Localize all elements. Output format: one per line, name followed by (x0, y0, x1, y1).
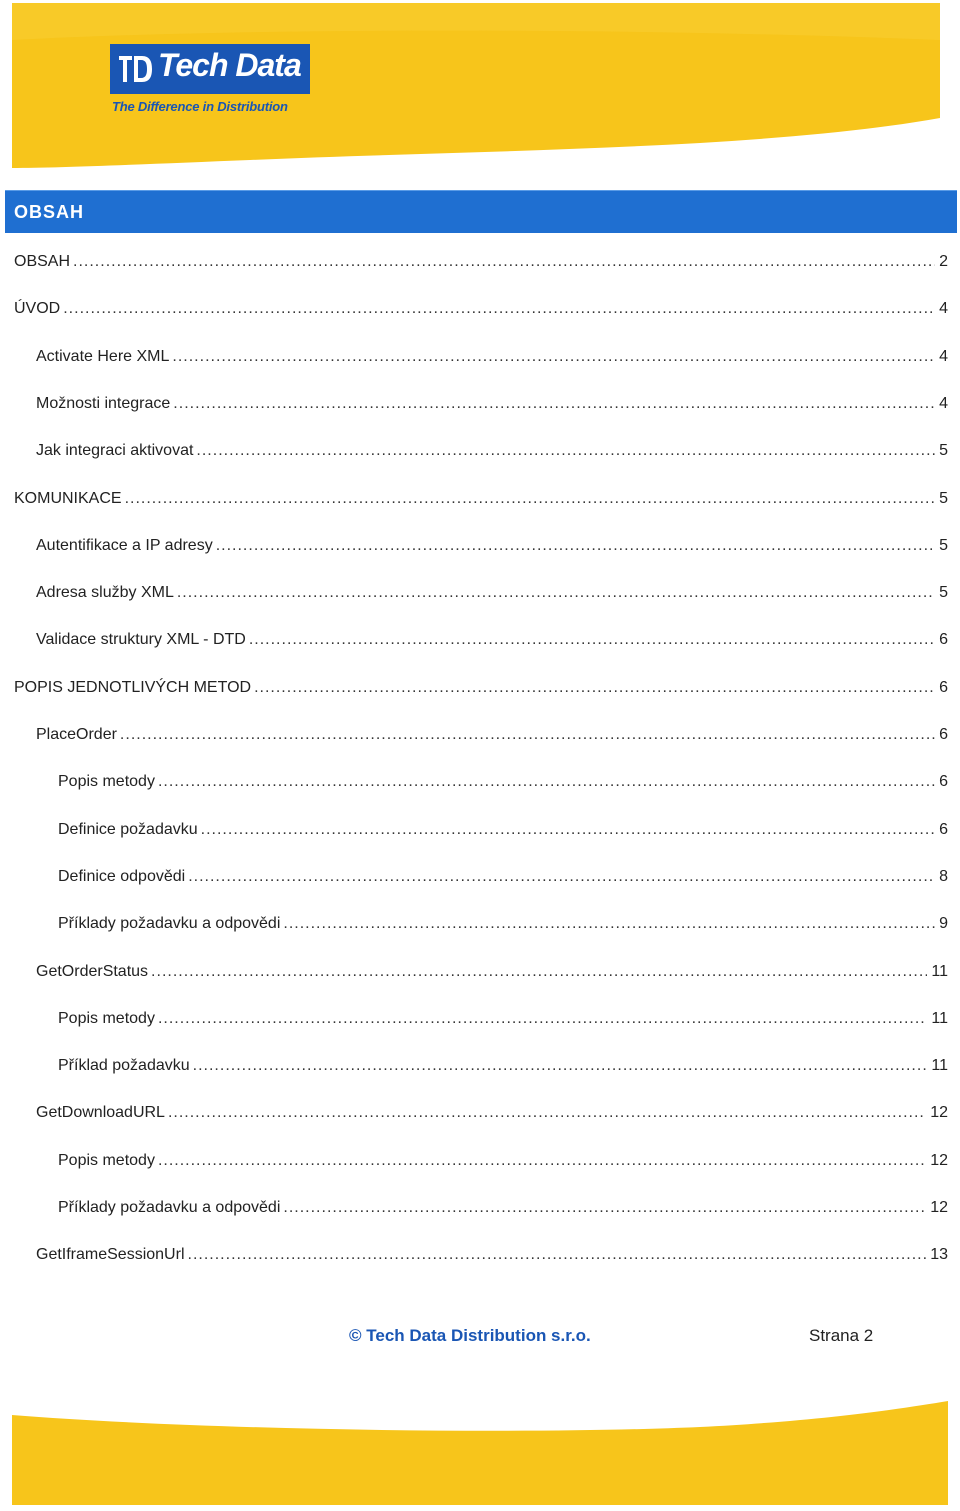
toc-entry-page: 9 (939, 915, 948, 933)
toc-leader-dots (151, 963, 927, 981)
toc-entry-page: 13 (930, 1246, 948, 1264)
toc-leader-dots (249, 631, 935, 649)
toc-entry-page: 11 (931, 1009, 948, 1027)
toc-entry[interactable] (58, 868, 948, 894)
toc-entry[interactable] (58, 1152, 948, 1178)
toc-leader-dots (158, 773, 935, 791)
toc-entry[interactable] (58, 821, 948, 847)
toc-entry[interactable] (14, 490, 948, 516)
toc-leader-dots (196, 442, 935, 460)
toc-entry[interactable] (14, 300, 948, 326)
toc-entry-page: 6 (939, 631, 948, 649)
toc-leader-dots (73, 253, 935, 271)
toc-entry[interactable] (36, 963, 948, 989)
toc-leader-dots (216, 537, 935, 555)
toc-entry[interactable] (14, 253, 948, 279)
toc-entry-label: OBSAH (14, 253, 71, 270)
toc-entry-label: Možnosti integrace (36, 394, 171, 412)
toc-entry-page: 5 (939, 584, 948, 602)
toc-leader-dots (177, 584, 935, 602)
toc-entry-label: Příklady požadavku a odpovědi (58, 1199, 281, 1216)
toc-entry[interactable] (36, 537, 948, 563)
tech-data-logo (110, 44, 320, 120)
toc-entry-label: Popis metody (58, 1151, 155, 1169)
toc-entry[interactable] (36, 726, 948, 752)
toc-entry-label: Autentifikace a IP adresy (36, 536, 213, 554)
toc-entry[interactable] (58, 1057, 948, 1083)
toc-leader-dots (254, 679, 935, 697)
toc-entry-page: 6 (939, 726, 948, 743)
toc-leader-dots (283, 915, 935, 933)
toc-entry-page: 6 (939, 678, 948, 696)
toc-entry-page: 4 (939, 394, 948, 412)
toc-entry-label: Definice odpovědi (58, 867, 186, 885)
page-number: Strana 2 (809, 1326, 874, 1345)
toc-leader-dots (173, 395, 935, 413)
toc-entry-page: 12 (930, 1199, 948, 1216)
toc-entry-label: Příklad požadavku (58, 1057, 190, 1075)
toc-entry-label: GetIframeSessionUrl (36, 1246, 185, 1264)
copyright-text: © Tech Data Distribution s.r.o. (349, 1326, 591, 1345)
toc-entry[interactable] (58, 1199, 948, 1225)
toc-entry-page: 5 (939, 536, 948, 554)
toc-leader-dots (158, 1010, 927, 1028)
toc-entry-label: PlaceOrder (36, 726, 117, 743)
toc-entry-page: 4 (939, 347, 948, 365)
toc-entry-page: 11 (931, 962, 948, 980)
toc-entry[interactable] (36, 631, 948, 657)
toc-leader-dots (188, 868, 935, 886)
toc-leader-dots (188, 1246, 927, 1264)
toc-entry-page: 5 (939, 489, 948, 507)
toc-entry-label: Popis metody (58, 773, 155, 791)
toc-entry[interactable] (14, 679, 948, 705)
toc-leader-dots (172, 348, 935, 366)
toc-entry-page: 12 (930, 1151, 948, 1169)
section-title: OBSAH (14, 202, 85, 222)
toc-entry[interactable] (58, 773, 948, 799)
toc-leader-dots (158, 1152, 926, 1170)
toc-entry[interactable] (36, 348, 948, 374)
toc-entry-page: 12 (930, 1104, 948, 1122)
toc-entry-page: 6 (939, 773, 948, 791)
toc-entry-label: Adresa služby XML (36, 584, 174, 602)
toc-entry-label: Příklady požadavku a odpovědi (58, 915, 281, 933)
toc-entry-page: 4 (939, 300, 948, 318)
page-footer (0, 1326, 960, 1352)
toc-entry-label: KOMUNIKACE (14, 489, 122, 507)
toc-entry[interactable] (58, 1010, 948, 1036)
section-heading-bar (5, 190, 957, 233)
toc-entry[interactable] (36, 442, 948, 468)
toc-leader-dots (201, 821, 935, 839)
toc-leader-dots (125, 490, 936, 508)
toc-entry-page: 8 (939, 867, 948, 885)
toc-entry-label: POPIS JEDNOTLIVÝCH METOD (14, 678, 252, 696)
toc-entry[interactable] (58, 915, 948, 941)
toc-entry-label: Definice požadavku (58, 820, 198, 838)
toc-leader-dots (193, 1057, 928, 1075)
logo-mark-icon (116, 50, 154, 88)
toc-entry-label: ÚVOD (14, 300, 61, 318)
toc-entry-label: Jak integraci aktivovat (36, 442, 194, 460)
toc-entry-label: Popis metody (58, 1009, 155, 1027)
toc-leader-dots (168, 1104, 926, 1122)
toc-leader-dots (120, 726, 935, 744)
toc-entry-label: Validace struktury XML - DTD (36, 631, 246, 649)
toc-entry-page: 2 (939, 253, 948, 270)
toc-entry[interactable] (36, 1104, 948, 1130)
toc-entry-page: 5 (939, 442, 948, 460)
toc-entry[interactable] (36, 584, 948, 610)
toc-leader-dots (63, 300, 935, 318)
toc-entry-label: GetDownloadURL (36, 1104, 165, 1122)
logo-tagline: The Difference in Distribution (112, 99, 288, 114)
toc-entry[interactable] (36, 395, 948, 421)
footer-banner (0, 1395, 960, 1511)
toc-entry-page: 6 (939, 820, 948, 838)
toc-entry-page: 11 (931, 1057, 948, 1075)
toc-leader-dots (283, 1199, 926, 1217)
toc-entry[interactable] (36, 1246, 948, 1272)
logo-wordmark: Tech Data (158, 47, 301, 83)
toc-entry-label: Activate Here XML (36, 347, 170, 365)
toc-entry-label: GetOrderStatus (36, 962, 149, 980)
logo-box (110, 44, 310, 94)
